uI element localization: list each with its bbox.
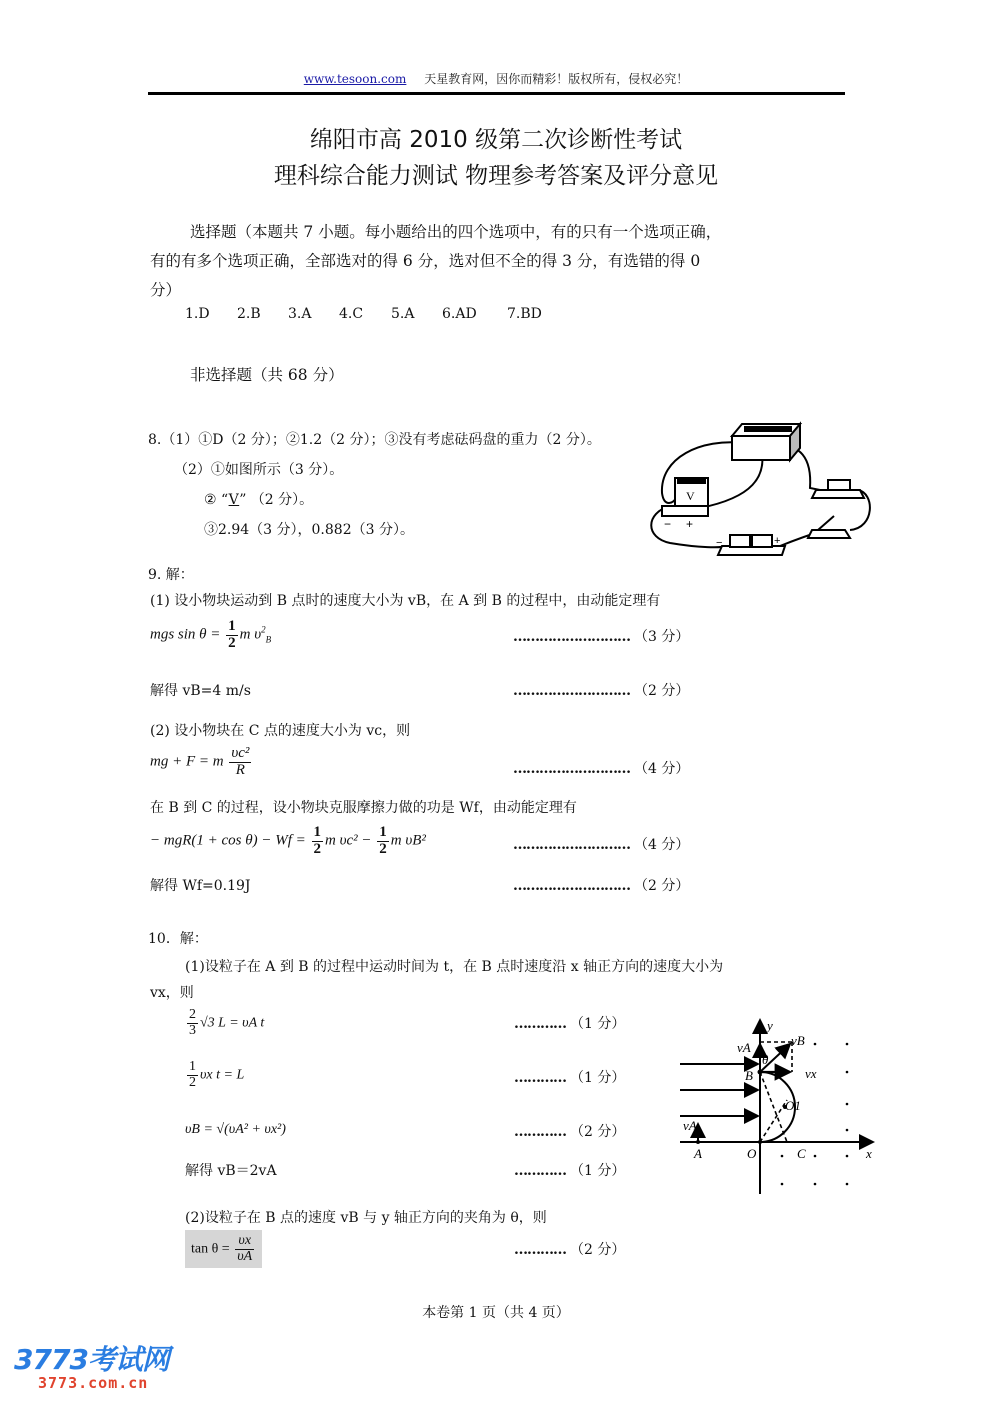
q8-line4: ③2.94（3 分），0.882（3 分）。 <box>204 522 414 538</box>
score-label: （1 分） <box>570 1070 626 1086</box>
eq-rhs: m υ <box>239 626 262 643</box>
eq-lhs: − mgR(1 + cos θ) − Wf = <box>150 832 306 849</box>
q8-line1: 8.（1）①D（2 分）；②1.2（2 分）；③没有考虑砝码盘的重力（2 分）。 <box>148 432 601 448</box>
q10-p1-line2: vx，则 <box>150 985 194 1001</box>
voltmeter-plus: + <box>686 517 694 531</box>
label-vx: vx <box>805 1066 817 1081</box>
battery-icon <box>716 535 785 555</box>
fraction <box>187 1008 198 1038</box>
eq-lhs: tan θ = <box>191 1241 230 1257</box>
answer-item: 4.C <box>339 306 364 322</box>
q9-result2: 解得 Wf=0.19J <box>150 878 251 894</box>
q8-voltmeter-label: V <box>228 492 240 508</box>
score-label: （2 分） <box>570 1242 626 1258</box>
leader-dots: ……………………… <box>513 683 630 699</box>
dashed-line <box>760 1072 787 1142</box>
choice-intro-line2: 有的有多个选项正确，全部选对的得 6 分，选对但不全的得 3 分，有选错的得 0 <box>150 252 701 270</box>
fraction <box>226 619 238 652</box>
q8-line3-pre: ② “ <box>204 492 229 508</box>
site-logo-url[interactable]: 3773.com.cn <box>38 1374 149 1392</box>
q10-eq3-score <box>514 1121 625 1141</box>
q10-heading: 10．解： <box>148 931 208 947</box>
q10-p1-line1: (1)设粒子在 A 到 B 的过程中运动时间为 t，在 B 点时速度沿 x 轴正方向的速度大小为 <box>185 959 724 975</box>
voltmeter-icon <box>662 478 708 531</box>
q10-eq2-score <box>514 1067 625 1087</box>
q10-p2: (2)设粒子在 B 点的速度 vB 与 y 轴正方向的夹角为 θ，则 <box>185 1210 547 1226</box>
choice-intro <box>150 218 850 305</box>
page-header <box>148 70 844 87</box>
subscript: B <box>265 634 272 645</box>
page-number: 本卷第 1 页（共 4 页） <box>422 1305 570 1321</box>
label-va-left: vA <box>683 1118 697 1133</box>
denominator: R <box>235 761 245 778</box>
leader-dots: ……………………… <box>513 837 630 853</box>
eq-rhs: m υB² <box>390 832 426 849</box>
switch-icon <box>808 516 850 538</box>
q9-result1-score <box>513 680 689 700</box>
voltmeter-minus: − <box>664 517 672 531</box>
denominator: 2 <box>379 840 387 857</box>
header-divider <box>148 92 845 95</box>
q9-eq3-score <box>513 834 689 854</box>
numerator: υc² <box>231 745 250 761</box>
q9-p3: 在 B 到 C 的过程，设小物块克服摩擦力做的功是 Wf，由动能定理有 <box>150 800 577 816</box>
label-o1: O1 <box>785 1098 801 1113</box>
superscript: 2 <box>261 624 266 635</box>
leader-dots: ………… <box>514 1124 566 1140</box>
header-slogan: 天星教育网，因你而精彩！版权所有，侵权必究！ <box>424 72 689 86</box>
q10-p1 <box>150 954 850 1006</box>
label-b: B <box>745 1068 753 1083</box>
q9-eq1 <box>150 619 271 652</box>
label-x: x <box>866 1146 872 1161</box>
choice-intro-line1: 选择题（本题共 7 小题。每小题给出的四个选项中，有的只有一个选项正确， <box>190 223 722 241</box>
numerator: 1 <box>313 824 321 840</box>
score-label: （4 分） <box>634 837 690 853</box>
label-theta: θ <box>762 1052 769 1067</box>
numerator: 1 <box>228 618 236 634</box>
fraction <box>235 1234 254 1264</box>
nonchoice-heading: 非选择题（共 68 分） <box>190 366 344 384</box>
q10-eq1 <box>185 1008 264 1038</box>
circuit-diagram <box>640 418 880 563</box>
site-link[interactable]: www.tesoon.com <box>303 72 407 86</box>
score-label: （2 分） <box>634 878 690 894</box>
document-title: 绵阳市高 2010 级第二次诊断性考试 <box>309 127 683 153</box>
fraction <box>377 825 389 858</box>
q10-eq4-score <box>514 1239 625 1259</box>
label-c: C <box>797 1146 806 1161</box>
answer-item: 7.BD <box>507 306 542 322</box>
battery-plus: + <box>774 535 781 547</box>
q8-line3 <box>148 485 601 515</box>
answer-item: 2.B <box>237 306 261 322</box>
q9-p2: (2) 设小物块在 C 点的速度大小为 vc，则 <box>150 723 411 739</box>
label-a: A <box>694 1146 702 1161</box>
choice-intro-line3: 分） <box>150 281 182 299</box>
q10-result1-score <box>514 1160 625 1180</box>
label-vb: vB <box>791 1033 805 1048</box>
leader-dots: ………… <box>514 1016 566 1032</box>
q8-line3-post: ” （2 分）。 <box>239 492 314 508</box>
numerator: υx <box>235 1234 254 1250</box>
score-label: （4 分） <box>634 761 690 777</box>
power-supply-icon <box>732 424 800 460</box>
score-label: （2 分） <box>634 683 690 699</box>
score-label: （3 分） <box>634 629 690 645</box>
denominator: 3 <box>189 1022 196 1038</box>
answer-item: 6.AD <box>442 306 477 322</box>
leader-dots: ………… <box>514 1163 566 1179</box>
leader-dots: ………… <box>514 1070 566 1086</box>
score-label: （1 分） <box>570 1016 626 1032</box>
leader-dots: ……………………… <box>513 629 630 645</box>
denominator: 2 <box>189 1074 196 1090</box>
q9-eq1-score <box>513 626 689 646</box>
label-y: y <box>767 1018 773 1033</box>
q9-result2-score <box>513 875 689 895</box>
particle-motion-diagram <box>675 1012 880 1197</box>
fraction <box>187 1060 198 1090</box>
q10-eq1-score <box>514 1013 625 1033</box>
fraction <box>312 825 324 858</box>
voltmeter-v-label: V <box>686 489 695 503</box>
answer-item: 3.A <box>288 306 312 322</box>
q8 <box>148 425 601 545</box>
label-va-top: vA <box>737 1040 751 1055</box>
q9-eq2-score <box>513 758 689 778</box>
q9-result1: 解得 vB=4 m/s <box>150 683 251 699</box>
q9-p1: (1) 设小物块运动到 B 点时的速度大小为 vB，在 A 到 B 的过程中，由动能定理有 <box>150 593 661 609</box>
fraction <box>229 746 251 779</box>
denominator: 2 <box>228 634 236 651</box>
leader-dots: ………… <box>514 1242 566 1258</box>
leader-dots: ……………………… <box>513 761 630 777</box>
leader-dots: ……………………… <box>513 878 630 894</box>
denominator: 2 <box>313 840 321 857</box>
resistor-icon <box>812 480 864 498</box>
answer-item: 1.D <box>185 306 210 322</box>
q10-eq2 <box>185 1060 244 1090</box>
q10-eq3: υB = √(υA² + υx²) <box>185 1122 286 1137</box>
document-subtitle: 理科综合能力测试 物理参考答案及评分意见 <box>273 163 719 189</box>
q10-result1: 解得 vB＝2vA <box>185 1163 277 1179</box>
score-label: （1 分） <box>570 1163 626 1179</box>
q10-eq4 <box>185 1230 262 1268</box>
site-logo[interactable]: 3773考试网 <box>14 1343 169 1376</box>
battery-minus: − <box>716 537 723 549</box>
q9-eq2 <box>150 746 253 779</box>
score-label: （2 分） <box>570 1124 626 1140</box>
q9-eq3 <box>150 825 426 858</box>
eq-lhs: mgs sin θ = <box>150 626 221 643</box>
denominator: υA <box>237 1248 253 1264</box>
numerator: 2 <box>189 1007 196 1022</box>
answer-item: 5.A <box>391 306 415 322</box>
choice-answers <box>185 306 542 322</box>
eq-lhs: mg + F = m <box>150 753 224 770</box>
eq-rhs: √3 L = υA t <box>200 1015 265 1031</box>
q8-line2: （2）①如图所示（3 分）。 <box>174 462 344 478</box>
q9-heading: 9. 解： <box>148 567 194 583</box>
eq-mid: m υc² − <box>325 832 372 849</box>
eq-rhs: υx t = L <box>200 1067 245 1083</box>
numerator: 1 <box>189 1059 196 1074</box>
label-o: O <box>747 1146 757 1161</box>
numerator: 1 <box>379 824 387 840</box>
